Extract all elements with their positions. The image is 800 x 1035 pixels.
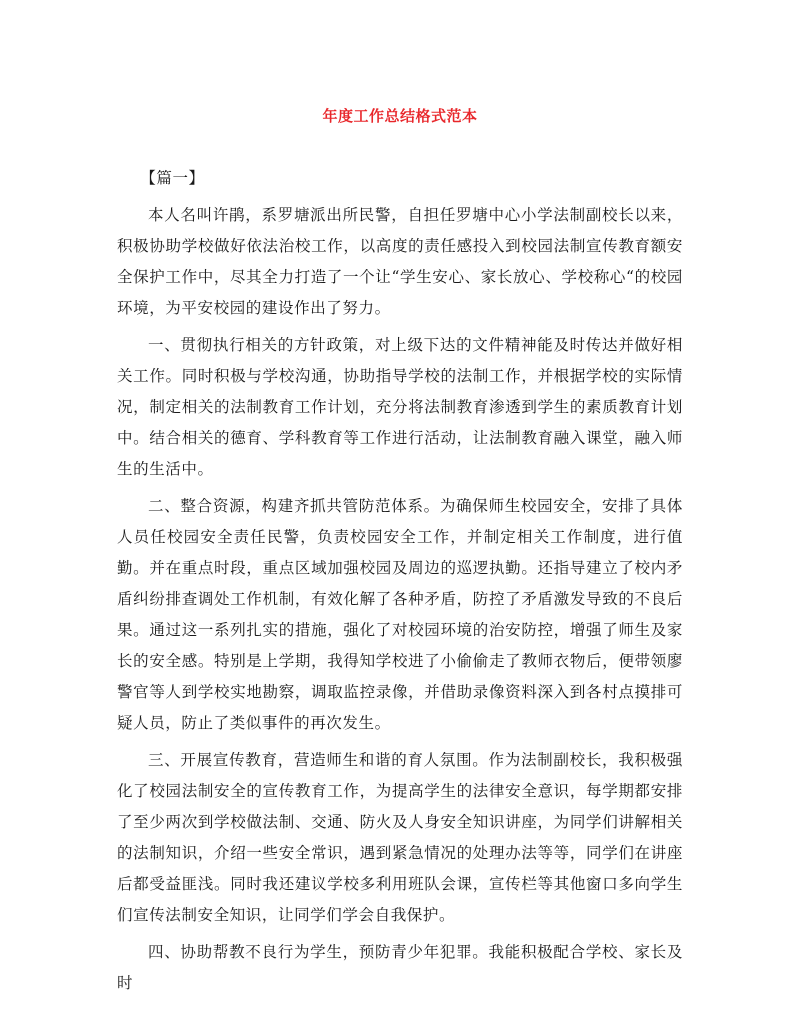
paragraph-item-4: 四、协助帮教不良行为学生，预防青少年犯罪。我能积极配合学校、家长及时 (117, 943, 683, 992)
document-title: 年度工作总结格式范本 (322, 107, 478, 125)
paragraph-item-2: 二、整合资源，构建齐抓共管防范体系。为确保师生校园安全，安排了具体人员任校园安全责任民警，负责校园安全工作，并制定相关工作制度，进行值勤。并在重点时段，重点区域加强校园及周边的巡逻执勤。还指导建立了校内矛盾纠纷排查调处工作机制，有效化解了各种矛盾，防控了矛盾激发导致的不良后果。通过这一系列扎实的措施，强化了对校园环境的治安防控，增强了师生及家长的安全感。特别是上学期，我得知学校进了小偷偷走了教师衣物后，便带领廖警官等人到学校实地勘察，调取监控录像，并借助录像资料深入到各村点摸排可疑人员，防止了类似事件的再次发生。 (117, 497, 683, 732)
paragraph-item-1: 一、贯彻执行相关的方针政策，对上级下达的文件精神能及时传达并做好相关工作。同时积极与学校沟通，协助指导学校的法制工作，并根据学校的实际情况，制定相关的法制教育工作计划，充分将法制教育渗透到学生的素质教育计划中。结合相关的德育、学科教育等工作进行活动，让法制教育融入课堂，融入师生的生活中。 (117, 336, 683, 478)
paragraph-intro: 本人名叫许鹃，系罗塘派出所民警，自担任罗塘中心小学法制副校长以来，积极协助学校做好依法治校工作，以高度的责任感投入到校园法制宣传教育额安全保护工作中，尽其全力打造了一个让“学生安心、家长放心、学校称心“的校园环境，为平安校园的建设作出了努力。 (117, 206, 683, 317)
document-body (117, 163, 683, 999)
paragraph-item-3: 三、开展宣传教育，营造师生和谐的育人氛围。作为法制副校长，我积极强化了校园法制安全的宣传教育工作，为提高学生的法律安全意识，每学期都安排了至少两次到学校做法制、交通、防火及人身安全知识讲座，为同学们讲解相关的法制知识，介绍一些安全常识，遇到紧急情况的处理办法等等，同学们在讲座后都受益匪浅。同时我还建议学校多利用班队会课，宣传栏等其他窗口多向学生们宣传法制安全知识，让同学们学会自我保护。 (117, 751, 683, 924)
section-label: 【篇一】 (140, 169, 205, 187)
